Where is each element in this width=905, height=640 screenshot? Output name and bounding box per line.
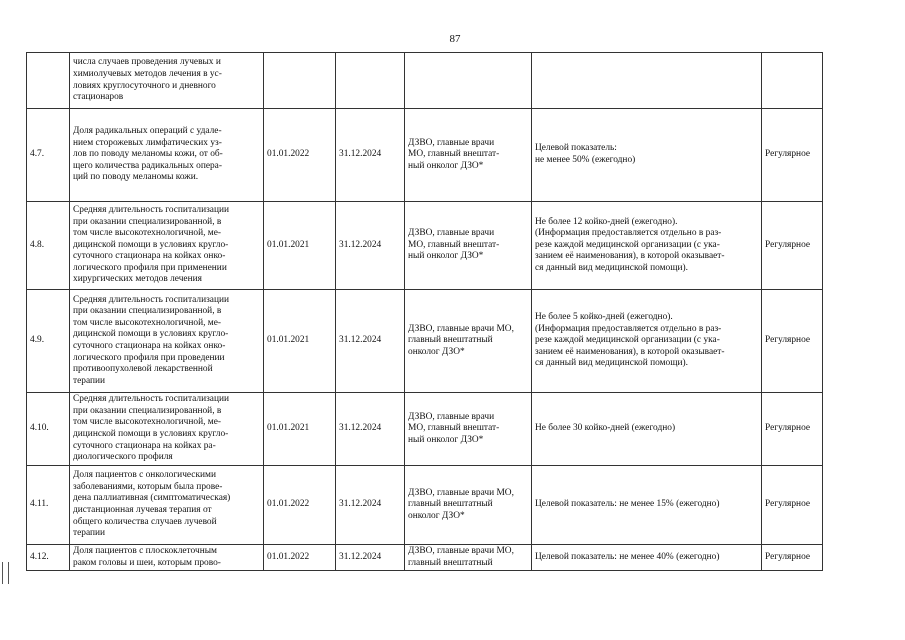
frequency: Регулярное [762,202,823,290]
target-indicator: Целевой показатель: не менее 40% (ежегодно) [532,545,762,571]
target-indicator: Не более 12 койко-дней (ежегодно). (Информация предоставляется отдельно в раз- резе каждой медицинской организации (с ука- занием её наименования), в которой оказывает- ся данный вид медицинской помощи). [532,202,762,290]
row-number: 4.8. [27,202,70,290]
responsible-party: ДЗВО, главные врачи МО, главный внештатный онколог ДЗО* [405,290,532,393]
target-indicator: Целевой показатель: не менее 15% (ежегодно) [532,466,762,545]
start-date: 01.01.2021 [264,202,336,290]
measure-description: Средняя длительность госпитализации при оказании специализированной, в том числе высокотехнологичной, ме- дицинской помощи в условиях кругло- суточного стационара на койках онко- логического профиля при проведении противоопухолевой лекарственной терапии [70,290,264,393]
start-date: 01.01.2022 [264,466,336,545]
table-row [27,109,823,202]
responsible-party: ДЗВО, главные врачи МО, главный внештат- ный онколог ДЗО* [405,109,532,202]
end-date: 31.12.2024 [336,109,405,202]
table-row [27,290,823,393]
row-number: 4.7. [27,109,70,202]
frequency: Регулярное [762,109,823,202]
table-row [27,202,823,290]
end-date: 31.12.2024 [336,290,405,393]
responsible-party: ДЗВО, главные врачи МО, главный внештат- ный онколог ДЗО* [405,202,532,290]
end-date: 31.12.2024 [336,466,405,545]
frequency: Регулярное [762,290,823,393]
frequency: Регулярное [762,466,823,545]
responsible-party: ДЗВО, главные врачи МО, главный внештат- ный онколог ДЗО* [405,393,532,466]
start-date [264,53,336,109]
margin-mark [2,562,9,584]
measure-description: Доля пациентов с онкологическими заболеваниями, которым была прове- дена паллиативная (симптоматическая) дистанционная лучевая терапия от общего количества случаев лучевой терапии [70,466,264,545]
table-row [27,466,823,545]
row-number: 4.12. [27,545,70,571]
frequency [762,53,823,109]
responsible-party: ДЗВО, главные врачи МО, главный внештатный [405,545,532,571]
frequency: Регулярное [762,393,823,466]
start-date: 01.01.2022 [264,109,336,202]
start-date: 01.01.2021 [264,290,336,393]
responsible-party: ДЗВО, главные врачи МО, главный внештатный онколог ДЗО* [405,466,532,545]
target-indicator: Целевой показатель: не менее 50% (ежегодно) [532,109,762,202]
end-date: 31.12.2024 [336,202,405,290]
page-number: 87 [449,33,461,45]
row-number: 4.9. [27,290,70,393]
measure-description: Доля пациентов с плоскоклеточным раком головы и шеи, которым прово- [70,545,264,571]
row-number: 4.11. [27,466,70,545]
end-date: 31.12.2024 [336,393,405,466]
end-date [336,53,405,109]
measures-table [26,52,823,571]
row-number [27,53,70,109]
start-date: 01.01.2021 [264,393,336,466]
frequency: Регулярное [762,545,823,571]
responsible-party [405,53,532,109]
measure-description: числа случаев проведения лучевых и химиолучевых методов лечения в ус- ловиях круглосуточного и дневного стационаров [70,53,264,109]
measure-description: Средняя длительность госпитализации при оказании специализированной, в том числе высокотехнологичной, ме- дицинской помощи в условиях кругло- суточного стационара на койках онко- логического профиля при применении хирургических методов лечения [70,202,264,290]
target-indicator: Не более 5 койко-дней (ежегодно). (Информация предоставляется отдельно в раз- резе каждой медицинской организации (с ука- занием её наименования), в которой оказывает- ся данный вид медицинской помощи). [532,290,762,393]
target-indicator: Не более 30 койко-дней (ежегодно) [532,393,762,466]
table-row [27,53,823,109]
start-date: 01.01.2022 [264,545,336,571]
target-indicator [532,53,762,109]
table-row [27,393,823,466]
measure-description: Доля радикальных операций с удале- нием сторожевых лимфатических уз- лов по поводу меланомы кожи, от об- щего количества радикальных опера- ций по поводу меланомы кожи. [70,109,264,202]
table-row [27,545,823,571]
measure-description: Средняя длительность госпитализации при оказании специализированной, в том числе высокотехнологичной, ме- дицинской помощи в условиях кругло- суточного стационара на койках ра- диологического профиля [70,393,264,466]
row-number: 4.10. [27,393,70,466]
end-date: 31.12.2024 [336,545,405,571]
